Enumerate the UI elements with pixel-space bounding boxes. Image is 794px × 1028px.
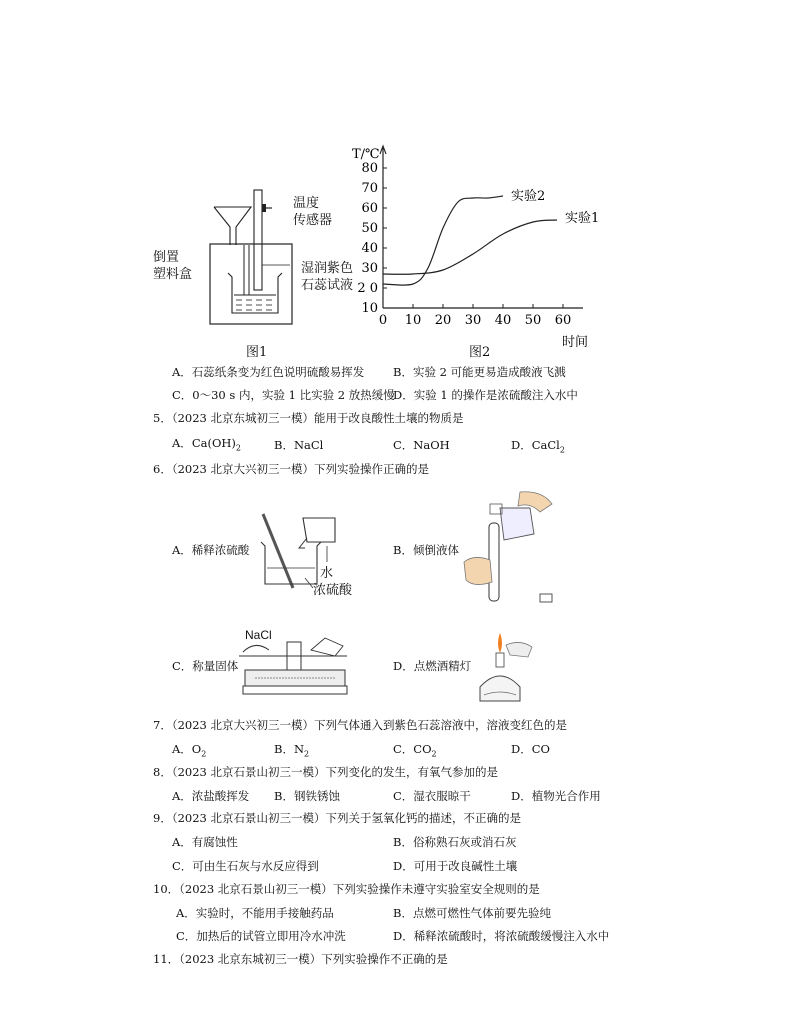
y-tick-label: 80	[361, 161, 378, 176]
x-tick-label: 0	[378, 313, 388, 328]
q8-option-b: B．钢铁锈蚀	[274, 789, 340, 803]
q9-option-d: D．可用于改良碱性土壤	[393, 859, 518, 873]
label-conc-acid: 浓硫酸	[313, 583, 353, 598]
label-nacl: NaCl	[245, 628, 272, 642]
q6-option-b: B．倾倒液体	[393, 543, 459, 557]
q5-option-c: C．NaOH	[393, 438, 450, 452]
y-tick-label: 40	[361, 241, 378, 256]
q10-option-c: C．加热后的试管立即用冷水冲洗	[176, 929, 346, 943]
q7-option-c: C．$CO_2$	[393, 742, 437, 759]
q6-option-c: C．称量固体	[172, 659, 239, 673]
q10-option-b: B．点燃可燃性气体前要先验纯	[393, 906, 551, 920]
q4-option-a: A．石蕊纸条变为红色说明硫酸易挥发	[172, 365, 365, 379]
y-tick-label: 30	[361, 261, 378, 276]
x-tick-label: 50	[524, 313, 542, 328]
q10-option-a: A．实验时，不能用手接触药品	[176, 906, 334, 920]
q5-option-b: B．NaCl	[274, 438, 324, 452]
fig1-label-liquid-2: 石蕊试液	[301, 278, 354, 293]
q7-stem: 7．（2023 北京大兴初三一模）下列气体通入到紫色石蕊溶液中，溶液变红色的是	[153, 718, 567, 732]
q9-option-b: B．俗称熟石灰或消石灰	[393, 835, 517, 849]
fig1-label-box-1: 倒置	[153, 250, 180, 265]
q8-option-d: D．植物光合作用	[511, 789, 601, 803]
q9-stem: 9．（2023 北京石景山初三一模）下列关于氢氧化钙的描述，不正确的是	[153, 811, 521, 825]
series-label-2: 实验1	[565, 211, 600, 226]
x-tick-label: 20	[434, 313, 452, 328]
q11-stem: 11．（2023 北京东城初三一模）下列实验操作不正确的是	[153, 952, 448, 966]
alcohol-lamp-illustration	[470, 625, 560, 710]
q4-option-b: B．实验 2 可能更易造成酸液飞溅	[393, 365, 566, 379]
x-tick-label: 40	[494, 313, 512, 328]
q6-option-d: D．点燃酒精灯	[393, 659, 472, 673]
series-label-1: 实验2	[511, 189, 546, 204]
x-axis-label: 时间	[562, 335, 589, 350]
q8-option-c: C．湿衣服晾干	[393, 789, 471, 803]
label-water: 水	[320, 566, 334, 581]
x-tick-label: 60	[554, 313, 572, 328]
q4-option-d: D．实验 1 的操作是浓硫酸注入水中	[393, 388, 578, 402]
q5-stem: 5．（2023 北京东城初三一模）能用于改良酸性土壤的物质是	[153, 411, 464, 425]
q4-option-c: C．0～30 s 内，实验 1 比实验 2 放热缓慢	[172, 388, 395, 402]
q7-option-b: B．$N_2$	[274, 742, 310, 759]
q8-option-a: A．浓盐酸挥发	[172, 789, 250, 803]
q6-option-a: A．稀释浓硫酸	[172, 543, 250, 557]
y-tick-label: 50	[361, 221, 378, 236]
q10-option-d: D．稀释浓硫酸时，将浓硫酸缓慢注入水中	[393, 929, 610, 943]
q5-option-d: D．CaCl$_2$	[511, 438, 565, 455]
fig1-label-sensor-2: 传感器	[293, 213, 333, 228]
fig1-caption: 图1	[246, 345, 268, 360]
y-axis-label: T/℃	[352, 147, 380, 162]
y-tick-label: 70	[361, 181, 378, 196]
q9-option-c: C．可由生石灰与水反应得到	[172, 859, 319, 873]
series-line-2	[383, 220, 557, 274]
q7-option-d: D．CO	[511, 742, 550, 756]
figure-2-chart	[340, 140, 630, 355]
fig1-label-box-2: 塑料盒	[153, 267, 193, 282]
y-tick-label: 60	[361, 201, 378, 216]
fig1-label-liquid-1: 湿润紫色	[301, 261, 354, 276]
x-tick-label: 30	[464, 313, 482, 328]
q9-option-a: A．有腐蚀性	[172, 835, 238, 849]
x-tick-label: 10	[404, 313, 422, 328]
y-tick-label: 2 0	[357, 281, 378, 296]
fig1-label-sensor-1: 温度	[293, 196, 320, 211]
q10-stem: 10．（2023 北京石景山初三一模）下列实验操作未遵守实验室安全规则的是	[153, 882, 540, 896]
y-tick-label: 10	[361, 301, 378, 316]
fig2-caption: 图2	[469, 345, 491, 360]
q7-option-a: A．$O_2$	[172, 742, 207, 759]
q5-option-a: A．$Ca(OH)_2$	[172, 436, 241, 453]
q6-stem: 6．（2023 北京大兴初三一模）下列实验操作正确的是	[153, 462, 429, 476]
q8-stem: 8．（2023 北京石景山初三一模）下列变化的发生，有氧气参加的是	[153, 765, 498, 779]
series-line-1	[383, 196, 503, 285]
pour-liquid-illustration	[460, 488, 560, 613]
